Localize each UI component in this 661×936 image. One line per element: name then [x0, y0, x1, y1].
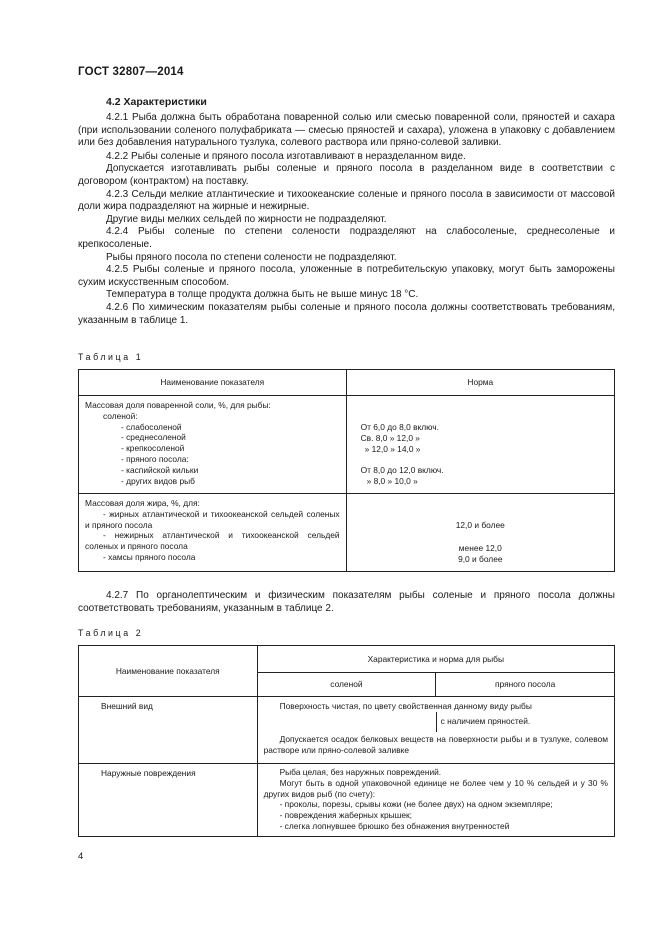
- table1-row1-name: [79, 396, 347, 494]
- row-line: соленой:: [103, 410, 138, 421]
- row-item: - повреждения жаберных крышек;: [279, 810, 413, 821]
- row-line: - нежирных атлантической и тихоокеанской сельдей соленых и пряного посола: [85, 530, 340, 552]
- table-2: [78, 645, 615, 837]
- document-header: ГОСТ 32807—2014: [78, 66, 184, 78]
- table2-row1-name: [79, 697, 258, 764]
- table-1: [78, 369, 615, 572]
- paragraph: 4.2.5 Рыбы соленые и пряного посола, уложенные в потребительскую упаковку, могут быть заморожены сухим искусственным способом.: [78, 264, 615, 288]
- table1-col2-header: Норма: [346, 370, 614, 396]
- paragraph: 4.2.1 Рыба должна быть обработана поваренной солью или смесью поваренной соли, пряностей и сахара (при использовании соленого полуфабриката — смесью пряностей и сахара), уложена в упаковку с добавлением или без добавления натурального тузлука, солевого раствора или пряно-солевой заливки.: [78, 112, 615, 149]
- row-line: Массовая доля жира, %, для:: [85, 498, 200, 508]
- row-line: - среднесоленой: [121, 432, 186, 443]
- table2-sub-header-spiced: пряного посола: [436, 673, 615, 697]
- page-number: 4: [78, 851, 84, 862]
- paragraph: Рыбы пряного посола по степени солености не подразделяют.: [106, 251, 397, 263]
- section-body: [78, 112, 615, 327]
- row-name: Внешний вид: [101, 701, 153, 711]
- norm-spacer: [361, 454, 608, 465]
- table1-row2-norm: [346, 494, 614, 572]
- paragraph-427-block: [78, 590, 615, 615]
- row-line: - жирных атлантической и тихоокеанской сельдей соленых и пряного посола: [85, 508, 340, 530]
- row-text: Могут быть в одной упаковочной единице не более чем у 10 % сельдей и у 30 % других видов рыб (по счету):: [263, 777, 608, 799]
- table2-col1-header: Наименование показателя: [79, 646, 258, 697]
- section-title: 4.2 Характеристики: [106, 96, 207, 108]
- row-line: - слабосоленой: [121, 421, 182, 432]
- row-item: - проколы, порезы, срывы кожи (не более двух) на одном экземпляре;: [279, 799, 553, 810]
- row-split: [258, 712, 614, 732]
- table1-row1-norm: [346, 396, 614, 494]
- row-line: - хамсы пряного посола: [103, 551, 196, 562]
- paragraph: 4.2.3 Сельди мелкие атлантические и тихоокеанские соленые и пряного посола в зависимости от массовой доли жира подразделяют на жирные и нежирные.: [78, 188, 615, 213]
- table2-row2-name: [79, 764, 258, 837]
- norm-line: » 8,0 » 10,0 »: [366, 475, 418, 486]
- paragraph: Другие виды мелких сельдей по жирности не подразделяют.: [106, 213, 387, 225]
- table1-col1-header: Наименование показателя: [79, 370, 347, 396]
- paragraph: Температура в толще продукта должна быть не выше минус 18 °С.: [106, 289, 419, 301]
- row-line: - каспийской кильки: [121, 464, 199, 475]
- norm-line: » 12,0 » 14,0 »: [364, 443, 421, 454]
- table1-caption: Таблица 1: [78, 352, 144, 362]
- table2-row1-content: [257, 697, 614, 764]
- norm-line: 12,0 и более: [455, 520, 505, 530]
- paragraph: 4.2.2 Рыбы соленые и пряного посола изготавливают в неразделанном виде.: [106, 150, 466, 162]
- split-blank: [258, 712, 437, 732]
- table1-row2-name: [79, 494, 347, 572]
- row-line: Массовая доля поваренной соли, %, для рыбы:: [85, 400, 271, 410]
- norm-line: От 8,0 до 12,0 включ.: [360, 465, 444, 476]
- norm-line: 9,0 и более: [458, 553, 503, 564]
- norm-line: От 6,0 до 8,0 включ.: [360, 422, 439, 432]
- paragraph: 4.2.7 По органолептическим и физическим показателям рыбы соленые и пряного посола должны соответствовать требованиям, указанным в таблице 2.: [78, 590, 615, 614]
- row-line: - других видов рыб: [121, 475, 195, 486]
- paragraph: 4.2.6 По химическим показателям рыбы соленые и пряного посола должны соответствовать требованиям, указанным в таблице 1.: [78, 301, 615, 326]
- row-item: - слегка лопнувшее брюшко без обнажения внутренностей: [279, 820, 510, 831]
- row-text: Поверхность чистая, по цвету свойственная данному виду рыбы: [279, 701, 532, 711]
- row-line: - пряного посола:: [121, 453, 189, 464]
- paragraph: Допускается изготавливать рыбы соленые и пряного посола в разделанном виде в соответствии с договором (контрактом) на поставку.: [78, 163, 615, 187]
- row-line: - крепкосоленой: [121, 443, 185, 454]
- norm-line: менее 12,0: [458, 542, 502, 553]
- row-text: Рыба целая, без наружных повреждений.: [279, 767, 442, 777]
- norm-line: Св. 8,0 » 12,0 »: [360, 432, 420, 443]
- row-text: с наличием пряностей.: [440, 715, 531, 726]
- table2-row2-content: [257, 764, 614, 837]
- table2-group-header: Характеристика и норма для рыбы: [257, 646, 614, 673]
- paragraph: 4.2.4 Рыбы соленые по степени солености подразделяют на слабосоленые, среднесоленые и крепкосоленые.: [78, 226, 615, 250]
- table2-sub-header-salted: соленой: [257, 673, 436, 697]
- table2-caption: Таблица 2: [78, 628, 144, 638]
- row-name: Наружные повреждения: [101, 768, 196, 778]
- row-text: Допускается осадок белковых веществ на поверхности рыбы и в тузлуке, солевом растворе или пряно-солевой заливке: [263, 733, 608, 755]
